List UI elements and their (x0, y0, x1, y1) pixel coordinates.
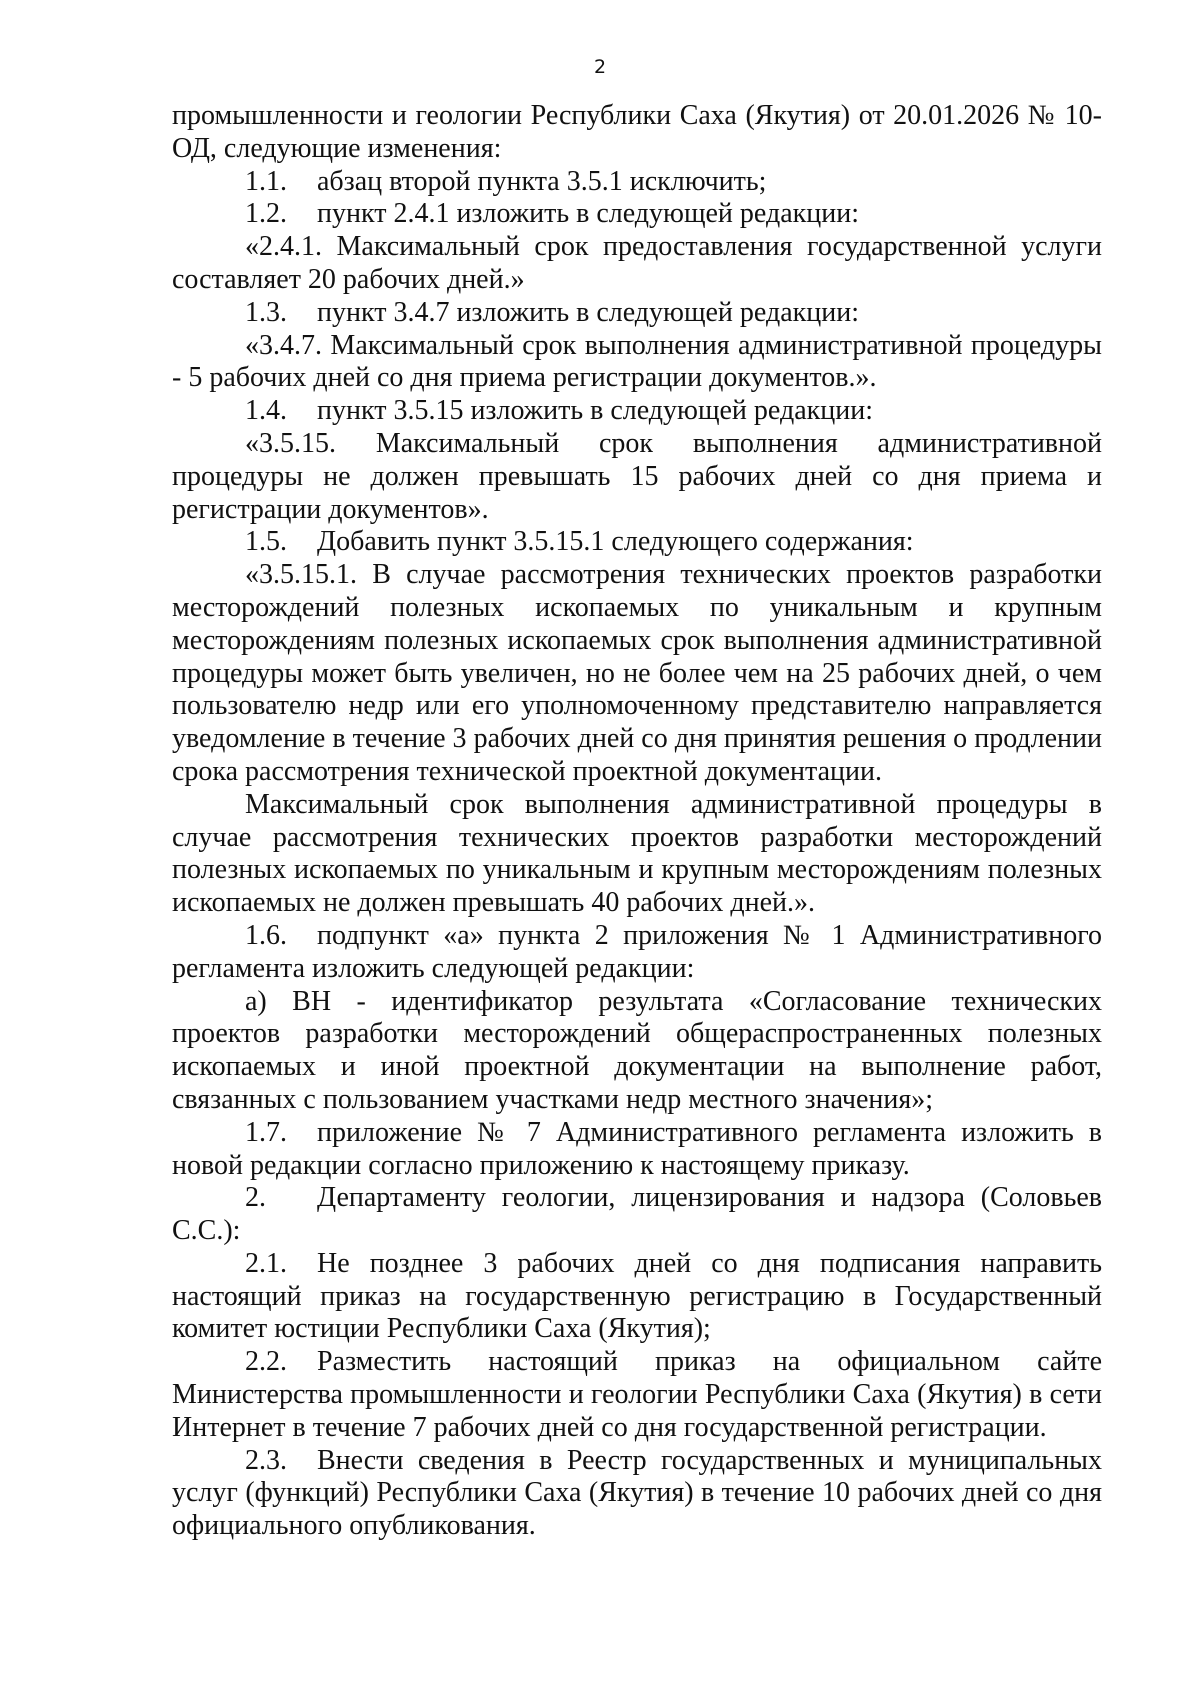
quote-3-5-15: «3.5.15. Максимальный срок выполнения административной процедуры не должен превышать 15 рабочих дней со дня приема и регистрации документов». (172, 427, 1102, 525)
item-number: 1.1. (245, 165, 287, 197)
item-2-3 (172, 1445, 1102, 1543)
item-number: 2.2. (245, 1346, 287, 1378)
item-1-7 (172, 1117, 1102, 1183)
item-2-2 (172, 1346, 1102, 1444)
item-text: Не позднее 3 рабочих дней со дня подписания направить настоящий приказ на государственную регистрацию в Государственный комитет юстиции Республики Саха (Якутия); (172, 1247, 1102, 1345)
document-body (172, 100, 1102, 1543)
item-text: Разместить настоящий приказ на официальном сайте Министерства промышленности и геологии Республики Саха (Якутия) в сети Интернет в течение 7 рабочих дней со дня государственной регистрации. (172, 1346, 1102, 1443)
paragraph-intro: промышленности и геологии Республики Саха (Якутия) от 20.01.2026 № 10-ОД, следующие изменения: (172, 100, 1102, 164)
item-1-4 (172, 395, 1102, 428)
item-number: 1.6. (245, 919, 287, 951)
item-2 (172, 1182, 1102, 1248)
page-number: 2 (593, 56, 607, 78)
item-number: 2.3. (245, 1444, 287, 1476)
paragraph-max-term: Максимальный срок выполнения административной процедуры в случае рассмотрения технических проектов разработки месторождений полезных ископаемых по уникальным и крупным месторождениям полезных ископаемых не должен превышать 40 рабочих дней.». (172, 788, 1102, 919)
item-text: Внести сведения в Реестр государственных и муниципальных услуг (функций) Республики Саха (Якутия) в течение 10 рабочих дней со дня официального опубликования. (172, 1444, 1102, 1542)
item-number: 1.7. (245, 1116, 287, 1148)
item-1-6 (172, 920, 1102, 986)
item-text: пункт 2.4.1 изложить в следующей редакции: (317, 198, 859, 230)
quote-3-5-15-1: «3.5.15.1. В случае рассмотрения технических проектов разработки месторождений полезных ископаемых по уникальным и крупным месторождениям полезных ископаемых срок выполнения административной процедуры может быть увеличен, но не более чем на 25 рабочих дней, о чем пользователю недр или его уполномоченному представителю направляется уведомление в течение 3 рабочих дней со дня принятия решения о продлении срока рассмотрения технической проектной документации. (172, 559, 1102, 787)
item-text: приложение № 7 Административного регламента изложить в новой редакции согласно приложению к настоящему приказу. (172, 1116, 1102, 1181)
quote-2-4-1: «2.4.1. Максимальный срок предоставления государственной услуги составляет 20 рабочих дней.» (172, 231, 1102, 295)
item-1-5 (172, 526, 1102, 559)
item-1-2 (172, 198, 1102, 231)
item-number: 1.3. (245, 296, 287, 328)
item-2-1 (172, 1248, 1102, 1346)
item-text: Департаменту геологии, лицензирования и надзора (Соловьев С.С.): (172, 1182, 1102, 1247)
item-number: 2. (245, 1182, 266, 1214)
item-text: Добавить пункт 3.5.15.1 следующего содержания: (317, 526, 914, 558)
item-number: 2.1. (245, 1247, 287, 1279)
item-1-1 (172, 166, 1102, 199)
item-1-3 (172, 297, 1102, 330)
subitem-a: а) ВН - идентификатор результата «Согласование технических проектов разработки месторождений общераспространенных полезных ископаемых и иной проектной документации на выполнение работ, связанных с пользованием участками недр местного значения»; (172, 985, 1102, 1115)
item-text: абзац второй пункта 3.5.1 исключить; (317, 165, 767, 197)
item-text: пункт 3.4.7 изложить в следующей редакции: (317, 296, 859, 328)
item-number: 1.2. (245, 198, 287, 230)
quote-3-4-7: «3.4.7. Максимальный срок выполнения административной процедуры - 5 рабочих дней со дня приема регистрации документов.». (172, 329, 1102, 394)
item-text: подпункт «а» пункта 2 приложения № 1 Административного регламента изложить следующей редакции: (172, 919, 1102, 984)
item-number: 1.5. (245, 526, 287, 558)
item-text: пункт 3.5.15 изложить в следующей редакции: (317, 395, 873, 427)
item-number: 1.4. (245, 395, 287, 427)
